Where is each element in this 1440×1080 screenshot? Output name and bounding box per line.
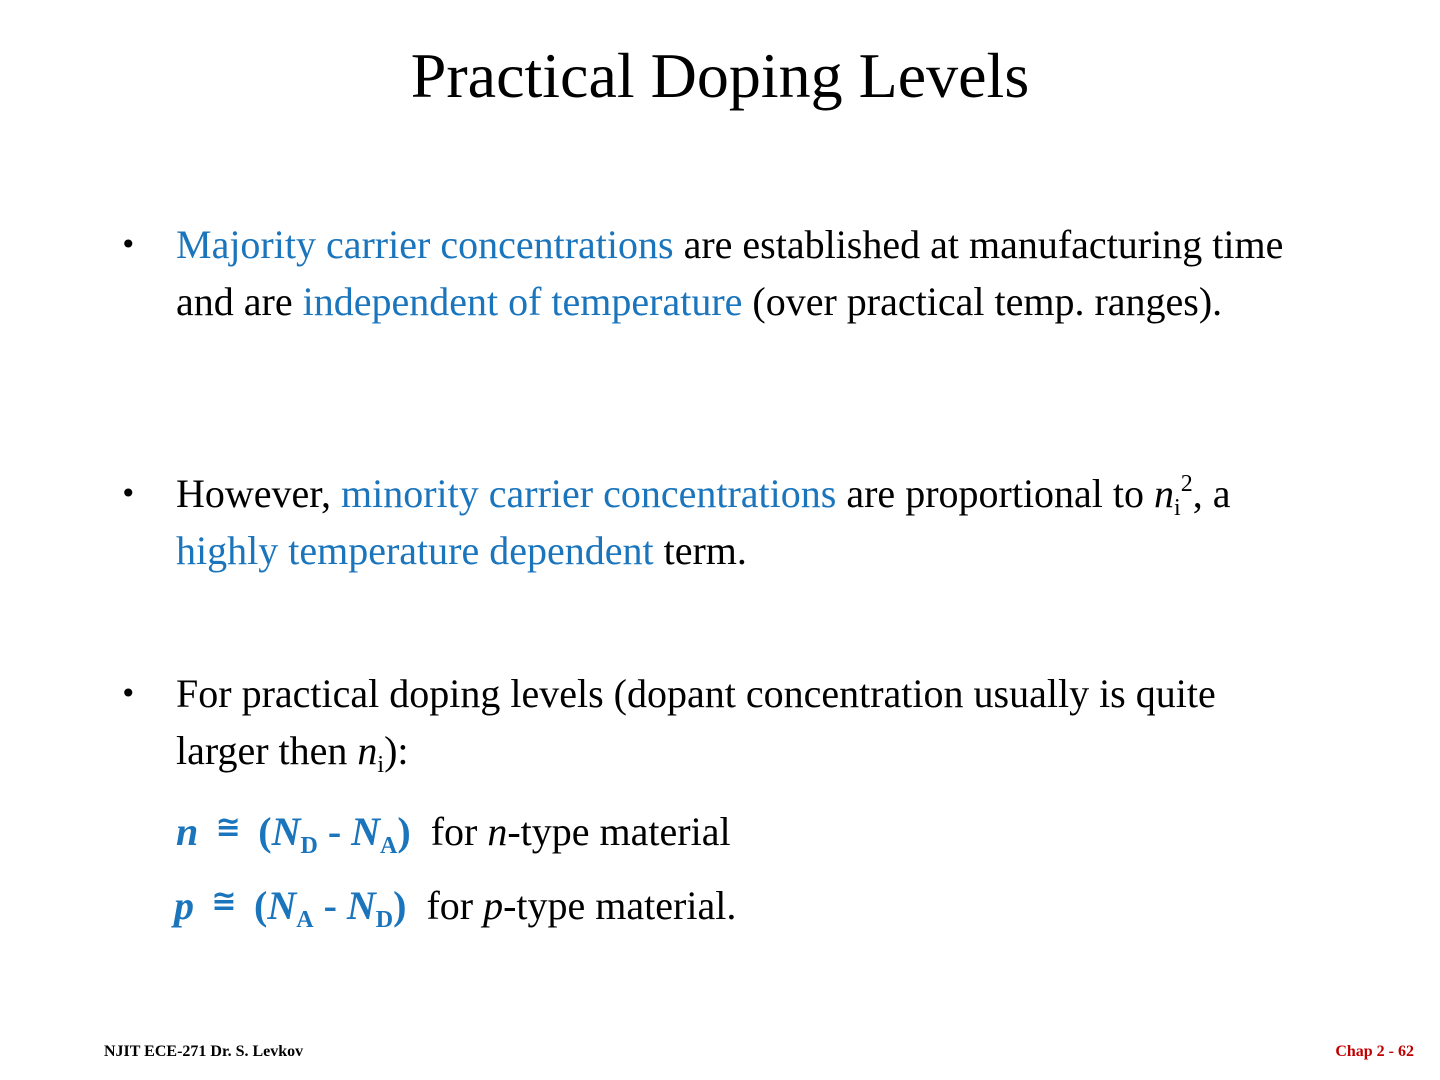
subscript: D	[375, 907, 394, 933]
highlight-majority: Majority carrier concentrations	[176, 222, 674, 267]
eq-rhs	[258, 809, 411, 859]
subscript: D	[300, 833, 318, 859]
var-p: p	[483, 883, 504, 928]
bullet-text: However,	[176, 471, 341, 516]
slide-title: Practical Doping Levels	[410, 40, 1030, 111]
paren-close: )	[393, 883, 407, 928]
subscript-i: i	[377, 752, 385, 778]
bullet-text: term.	[653, 528, 747, 573]
subscript-i: i	[1174, 495, 1181, 521]
equation-p-type	[174, 873, 736, 934]
highlight-temp-dependent: highly temperature dependent	[176, 528, 654, 573]
equation-n-type	[176, 799, 731, 860]
paren-open: (	[254, 883, 268, 928]
paren-open: (	[258, 809, 272, 854]
paren-close: )	[397, 809, 411, 854]
bullet-minority-carriers	[120, 465, 1316, 579]
var-N: N	[351, 809, 381, 854]
eq-text: for	[410, 809, 488, 854]
var-N: N	[267, 883, 297, 928]
eq-text: -type material	[507, 809, 731, 854]
eq-text: for	[406, 883, 484, 928]
bullet-dot: •	[120, 477, 137, 510]
approx-equal-symbol: ≅	[211, 884, 237, 919]
var-N: N	[271, 809, 301, 854]
footer-page-number: Chap 2 - 62	[1335, 1043, 1414, 1060]
var-n: n	[357, 728, 378, 773]
eq-text: -type material.	[503, 883, 737, 928]
bullet-text: (over practical temp. ranges).	[742, 279, 1223, 324]
highlight-minority: minority carrier concentrations	[341, 471, 837, 516]
bullet-text: are established at manufacturing time and are	[176, 222, 1284, 324]
bullet-text: , a	[1192, 471, 1231, 516]
bullet-text: ):	[384, 728, 409, 773]
superscript-2: 2	[1180, 471, 1193, 497]
subscript: A	[380, 833, 398, 859]
minus: -	[313, 883, 347, 928]
bullet-text: are proportional to	[836, 471, 1155, 516]
subscript: A	[296, 907, 314, 933]
eq-lhs: n	[176, 809, 199, 854]
approx-equal-symbol: ≅	[215, 810, 241, 845]
bullet-dot: •	[120, 228, 137, 261]
bullet-practical-doping	[120, 665, 1316, 779]
var-n: n	[487, 809, 508, 854]
var-N: N	[346, 883, 376, 928]
bullet-majority-carriers	[120, 216, 1316, 330]
eq-lhs: p	[174, 883, 194, 928]
eq-rhs	[254, 883, 407, 933]
bullet-text: For practical doping levels (dopant concentration usually is quite larger then	[176, 671, 1216, 773]
footer-course: NJIT ECE-271 Dr. S. Levkov	[104, 1043, 304, 1060]
var-n: n	[1154, 471, 1175, 516]
highlight-independent: independent of temperature	[302, 279, 743, 324]
bullet-dot: •	[120, 677, 137, 710]
minus: -	[317, 809, 352, 854]
